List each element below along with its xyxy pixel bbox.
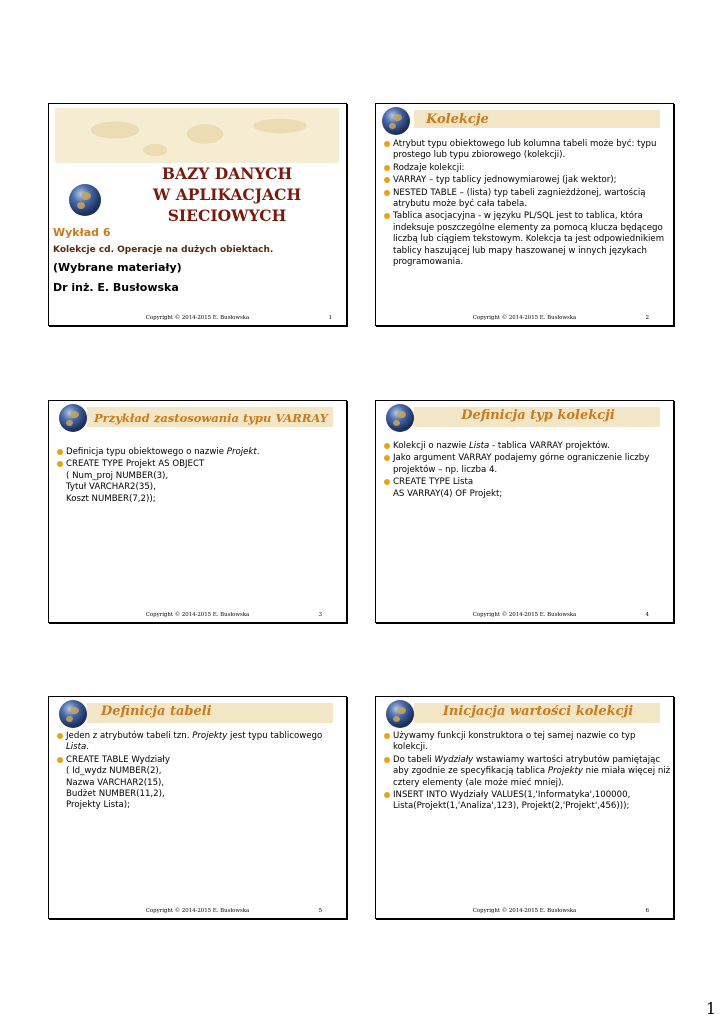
- list-item: [384, 790, 668, 813]
- text-segment: Kolekcji o nazwie: [393, 441, 469, 451]
- slide-6: [375, 696, 674, 919]
- text-line: ( Num_proj NUMBER(3),: [66, 470, 169, 481]
- text-line: tablicy haszującej lub mapy haszowanej w innych językach: [393, 245, 647, 256]
- text-line: programowania.: [393, 257, 464, 268]
- bullet-icon: [384, 792, 390, 798]
- slide-title: Przykład zastosowania typu VARRAY: [94, 411, 328, 425]
- slide-4: [375, 400, 674, 623]
- slide-number: 1: [328, 315, 332, 321]
- globe-icon: [59, 404, 87, 432]
- list-item: [57, 447, 341, 458]
- text-line: Jako argument VARRAY podajemy górne ograniczenie liczby: [393, 453, 650, 464]
- bullet-icon: [384, 177, 390, 183]
- list-item: [57, 755, 341, 812]
- text-line: CREATE TYPE Lista: [393, 477, 474, 488]
- title-line-3: SIECIOWYCH: [167, 206, 287, 225]
- author-label: Dr inż. E. Busłowska: [53, 281, 179, 294]
- text-segment: .: [256, 447, 260, 457]
- slide-content: [57, 731, 341, 813]
- list-item: [384, 163, 668, 174]
- text-segment: Jeden z atrybutów tabeli tzn.: [66, 731, 193, 741]
- list-item: [384, 453, 668, 476]
- text-emphasis: Projekt: [226, 447, 257, 457]
- slide-5: [48, 696, 347, 919]
- slide-title: Definicja tabeli: [101, 704, 212, 719]
- text-line: indeksuje poszczególne elementy za pomocą klucza będącego: [393, 222, 663, 233]
- lecture-label: Wykład 6: [53, 226, 111, 239]
- text-line: [66, 742, 341, 753]
- materials-label: (Wybrane materiały): [53, 261, 182, 274]
- copyright: Copyright © 2014-2015 E. Busłowska: [145, 612, 250, 618]
- text-segment: nie miała więcej niż: [582, 766, 671, 777]
- slide-content: [384, 441, 668, 501]
- text-segment: wstawiamy wartości atrybutów pamiętając: [473, 754, 661, 765]
- text-segment: aby zgodnie ze specyfikacją tablica: [393, 766, 548, 777]
- copyright: Copyright © 2014-2015 E. Busłowska: [472, 315, 577, 321]
- text-line: [393, 755, 668, 766]
- copyright: Copyright © 2014-2015 E. Busłowska: [145, 315, 250, 321]
- bullet-icon: [57, 757, 63, 763]
- text-segment: Do tabeli: [393, 754, 435, 765]
- slide-title: Definicja typ kolekcji: [461, 408, 615, 423]
- list-item: [57, 459, 341, 505]
- text-emphasis: Projekty: [192, 731, 228, 741]
- bullet-icon: [384, 213, 390, 219]
- text-line: [393, 441, 668, 452]
- bullet-icon: [384, 455, 390, 461]
- slide-3: [48, 400, 347, 623]
- list-item: [384, 211, 668, 268]
- slide-number: 6: [645, 908, 649, 914]
- bullet-icon: [384, 165, 390, 171]
- text-emphasis: Wydziały: [434, 754, 474, 765]
- slide-1: [48, 103, 347, 326]
- slide-number: 2: [645, 315, 649, 321]
- text-line: Projekty Lista);: [66, 800, 131, 811]
- text-line: AS VARRAY(4) OF Projekt;: [393, 488, 503, 499]
- title-line-1: BAZY DANYCH: [161, 164, 293, 183]
- text-segment: Definicja typu obiektowego o nazwie: [66, 447, 227, 457]
- globe-icon: [386, 700, 414, 728]
- title-line-2: W APLIKACJACH: [152, 185, 302, 204]
- bullet-icon: [57, 461, 63, 467]
- text-segment: jest typu tablicowego: [227, 731, 323, 741]
- text-line: cztery elementy (ale może mieć mniej).: [393, 777, 565, 788]
- text-segment: - tablica VARRAY projektów.: [489, 441, 610, 451]
- list-item: [384, 188, 668, 211]
- text-line: Tablica asocjacyjna - w języku PL/SQL jest to tablica, która: [393, 211, 643, 222]
- slide-number: 3: [318, 612, 322, 618]
- text-segment: .: [86, 742, 90, 753]
- bullet-icon: [384, 141, 390, 147]
- list-item: [384, 175, 668, 186]
- copyright: Copyright © 2014-2015 E. Busłowska: [472, 908, 577, 914]
- list-item: [384, 139, 668, 162]
- text-line: Lista(Projekt(1,'Analiza',123), Projekt(2,'Projekt',456)));: [393, 801, 630, 812]
- slide-content: [384, 139, 668, 269]
- text-line: NESTED TABLE – (lista) typ tabeli zagnieżdżonej, wartością: [393, 187, 646, 198]
- copyright: Copyright © 2014-2015 E. Busłowska: [145, 908, 250, 914]
- list-item: [57, 731, 341, 754]
- text-line: [393, 766, 671, 777]
- text-line: atrybutu może być cała tabela.: [393, 199, 528, 210]
- text-line: liczbą lub ciągiem tekstowym. Kolekcja ta jest odpowiednikiem: [393, 234, 665, 245]
- list-item: [384, 754, 671, 789]
- slide-number: 5: [318, 908, 322, 914]
- bullet-icon: [384, 757, 390, 763]
- slide-title: Kolekcje: [426, 112, 489, 127]
- world-map-band: [55, 108, 339, 163]
- text-line: projektów – np. liczba 4.: [393, 464, 498, 475]
- globe-icon: [386, 404, 414, 432]
- globe-icon: [69, 184, 101, 216]
- globe-icon: [382, 107, 410, 135]
- bullet-icon: [57, 449, 63, 455]
- slide-2: [375, 103, 674, 326]
- text-line: Tytuł VARCHAR2(35),: [66, 482, 156, 493]
- text-line: kolekcji.: [393, 742, 428, 753]
- list-item: [384, 731, 668, 754]
- text-line: [66, 447, 341, 458]
- text-line: Nazwa VARCHAR2(15),: [66, 777, 165, 788]
- text-emphasis: Projekty: [547, 766, 583, 777]
- text-line: Używamy funkcji konstruktora o tej samej nazwie co typ: [393, 731, 636, 741]
- text-line: Rodzaje kolekcji:: [393, 162, 465, 173]
- text-emphasis: Lista: [469, 441, 490, 451]
- lecture-subtitle: Kolekcje cd. Operacje na dużych obiektach.: [53, 245, 274, 255]
- text-line: ( Id_wydz NUMBER(2),: [66, 766, 162, 777]
- text-line: prostego lub typu zbiorowego (kolekcji).: [393, 150, 566, 161]
- slide-content: [57, 447, 341, 506]
- text-line: INSERT INTO Wydziały VALUES(1,'Informatyka',100000,: [393, 790, 631, 801]
- list-item: [384, 441, 668, 452]
- bullet-icon: [384, 190, 390, 196]
- text-line: [66, 731, 341, 742]
- text-line: Budżet NUMBER(11,2),: [66, 789, 165, 800]
- globe-icon: [59, 700, 87, 728]
- bullet-icon: [384, 733, 390, 739]
- text-line: VARRAY – typ tablicy jednowymiarowej (jak wektor);: [393, 175, 617, 186]
- bullet-icon: [57, 733, 63, 739]
- text-line: Atrybut typu obiektowego lub kolumna tabeli może być: typu: [393, 139, 657, 149]
- text-line: CREATE TYPE Projekt AS OBJECT: [66, 459, 205, 470]
- text-emphasis: Lista: [66, 742, 87, 753]
- page-number: 1: [705, 999, 716, 1018]
- slide-number: 4: [645, 612, 649, 618]
- bullet-icon: [384, 479, 390, 485]
- slide-content: [384, 731, 671, 814]
- copyright: Copyright © 2014-2015 E. Busłowska: [472, 612, 577, 618]
- slide-title: Inicjacja wartości kolekcji: [442, 704, 634, 719]
- list-item: [384, 477, 668, 500]
- text-line: Koszt NUMBER(7,2));: [66, 493, 156, 504]
- bullet-icon: [384, 443, 390, 449]
- text-line: CREATE TABLE Wydziały: [66, 754, 170, 765]
